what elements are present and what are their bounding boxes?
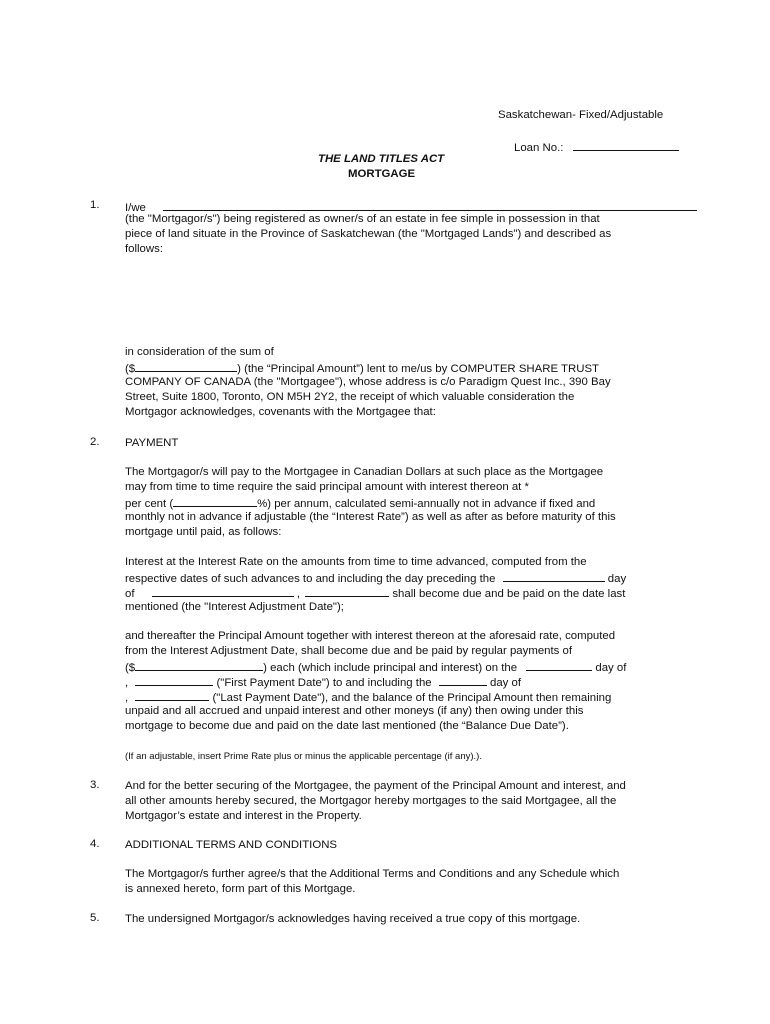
consideration-line-1: in consideration of the sum of [125, 346, 274, 358]
document-title: THE LAND TITLES ACT [318, 153, 445, 165]
section-4-line-2: is annexed hereto, form part of this Mortgage. [125, 883, 356, 895]
payment-p3-line-2: from the Interest Adjustment Date, shall become due and be paid by regular payments of [125, 645, 573, 657]
additional-terms-heading: ADDITIONAL TERMS AND CONDITIONS [125, 839, 338, 851]
province-type-label: Saskatchewan- Fixed/Adjustable [498, 109, 664, 121]
payment-p1-line-5: mortgage until paid, as follows: [125, 526, 282, 538]
section-4-line-1: The Mortgagor/s further agree/s that the Additional Terms and Conditions and any Schedule which [125, 868, 620, 880]
day-of-label-2: day of [489, 677, 522, 689]
loan-number-row [514, 139, 679, 154]
adjustment-year-blank[interactable] [305, 585, 389, 597]
adjustment-day-blank[interactable] [503, 570, 605, 582]
payment-p2-line-1: Interest at the Interest Rate on the amounts from time to time advanced, computed from the [125, 556, 587, 568]
section-3-line-2: all other amounts hereby secured, the Mortgagor hereby mortgages to the said Mortgagee, all the [125, 795, 617, 807]
dollar-open-2: ($ [125, 662, 136, 674]
regular-payment-text: ) each (which include principal and interest) on the [263, 662, 518, 674]
comma-2: , [125, 677, 129, 689]
payment-p1-line-4: monthly not in advance if adjustable (the “Interest Rate”) as well as after as before maturity of this [125, 511, 616, 523]
first-payment-month-blank[interactable] [135, 674, 213, 686]
day-label: day [607, 573, 627, 585]
per-cent-label: per cent ( [125, 498, 174, 510]
loan-number-label: Loan No.: [514, 142, 564, 154]
consideration-line-5: Mortgagor acknowledges, covenants with the Mortgagee that: [125, 406, 436, 418]
comma-3: , [125, 692, 129, 704]
payment-heading: PAYMENT [125, 437, 179, 449]
section-5-line-1: The undersigned Mortgagor/s acknowledges having received a true copy of this mortgage. [125, 913, 581, 925]
comma: , [296, 588, 301, 600]
mortgagor-name-blank[interactable] [163, 199, 697, 211]
adjustment-preceding-text: respective dates of such advances to and including the day preceding the [125, 573, 496, 585]
document-subtitle: MORTGAGE [348, 168, 416, 180]
first-payment-date-text: ("First Payment Date") to and including the [216, 677, 432, 689]
section-1-line-2: (the "Mortgagor/s") being registered as owner/s of an estate in fee simple in possession in that [125, 213, 600, 225]
payment-p1-line-1: The Mortgagor/s will pay to the Mortgagee in Canadian Dollars at such place as the Mortgagee [125, 466, 604, 478]
last-payment-month-blank[interactable] [135, 689, 209, 701]
section-4-number: 4. [90, 838, 100, 850]
section-3-line-3: Mortgagor’s estate and interest in the Property. [125, 810, 362, 822]
last-payment-date-text: ("Last Payment Date"), and the balance of the Principal Amount then remaining [212, 692, 612, 704]
payment-p3-line-7: mortgage to become due and paid on the date last mentioned (the “Balance Due Date”). [125, 720, 569, 732]
per-annum-text: %) per annum, calculated semi-annually not in advance if fixed and [257, 498, 596, 510]
adjustment-due-text: shall become due and be paid on the date last [392, 588, 626, 600]
section-1-number: 1. [90, 199, 100, 211]
of-label: of [125, 588, 135, 600]
consideration-line-3: COMPANY OF CANADA (the "Mortgagee"), whose address is c/o Paradigm Quest Inc., 390 Bay [125, 376, 611, 388]
payment-p2-line-4: mentioned (the "Interest Adjustment Date"); [125, 601, 344, 613]
payment-p1-line-2: may from time to time require the said principal amount with interest thereon at * [125, 481, 529, 493]
regular-payment-blank[interactable] [135, 659, 263, 671]
section-1-line-3: piece of land situate in the Province of Saskatchewan (the "Mortgaged Lands") and described as [125, 228, 612, 240]
payment-p3-line-1: and thereafter the Principal Amount together with interest thereon at the aforesaid rate, computed [125, 630, 616, 642]
section-5-number: 5. [90, 912, 100, 924]
last-payment-day-blank[interactable] [439, 674, 487, 686]
principal-amount-blank[interactable] [135, 360, 237, 372]
section-1-line-4: follows: [125, 243, 163, 255]
adjustment-month-blank[interactable] [152, 585, 294, 597]
section-2-number: 2. [90, 436, 100, 448]
consideration-line-4: Street, Suite 1800, Toronto, ON M5H 2Y2, the receipt of which valuable consideration the [125, 391, 575, 403]
principal-amount-text: ) (the “Principal Amount”) lent to me/us by COMPUTER SHARE TRUST [237, 363, 599, 375]
interest-rate-blank[interactable] [173, 495, 257, 507]
section-3-number: 3. [90, 779, 100, 791]
iwe-label: I/we [125, 202, 146, 214]
first-payment-day-blank[interactable] [526, 659, 592, 671]
section-3-line-1: And for the better securing of the Mortgagee, the payment of the Principal Amount and interest, and [125, 780, 626, 792]
loan-number-blank[interactable] [573, 139, 679, 151]
dollar-open: ($ [125, 363, 136, 375]
payment-p3-line-6: unpaid and all accrued and unpaid interest and other moneys (if any) then owing under this [125, 705, 584, 717]
day-of-label: day of [595, 662, 627, 674]
adjustable-rate-note: (If an adjustable, insert Prime Rate plus or minus the applicable percentage (if any).). [125, 751, 482, 762]
